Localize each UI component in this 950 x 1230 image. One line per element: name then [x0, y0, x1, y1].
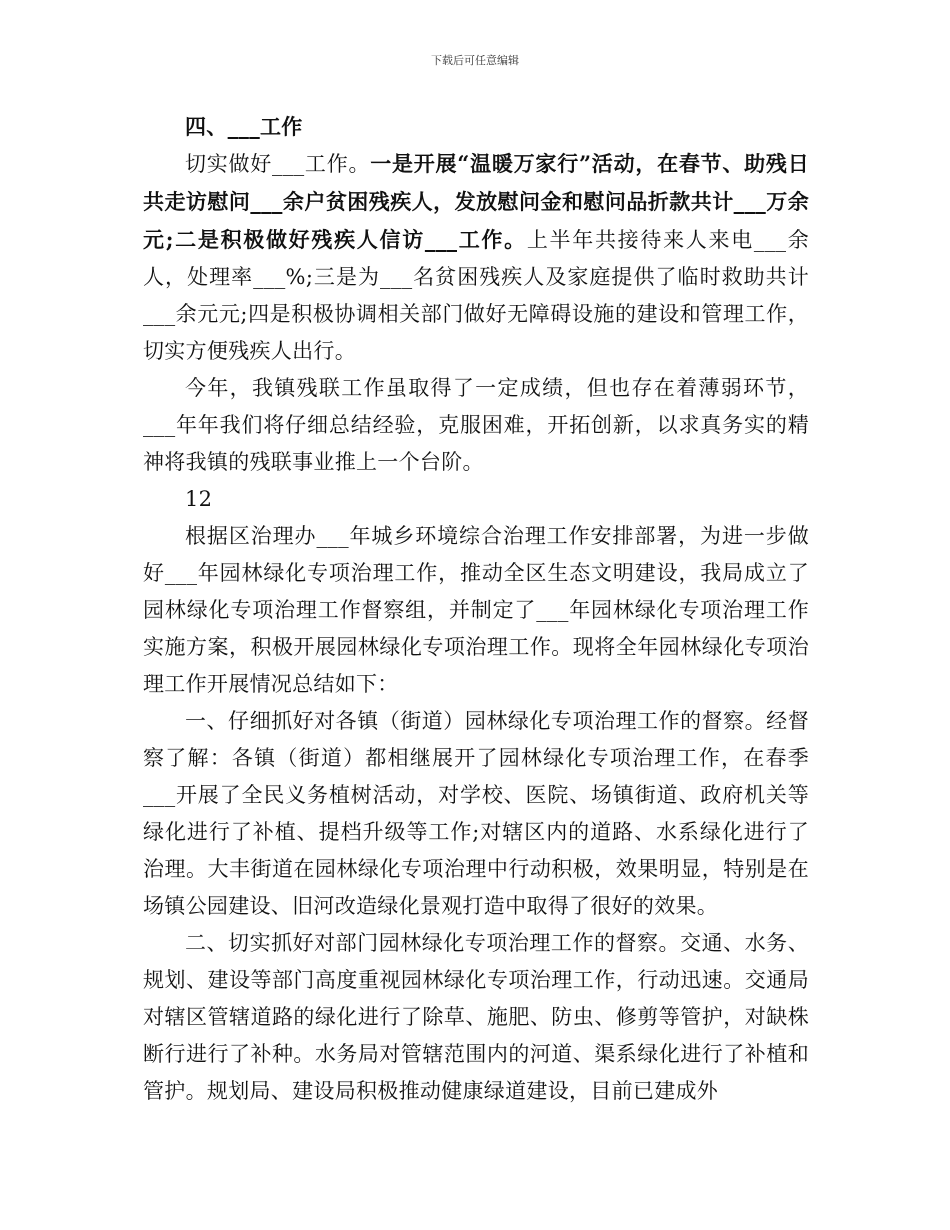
paragraph-item-2: 二、切实抓好对部门园林绿化专项治理工作的督察。交通、水务、规划、建设等部门高度重视园林绿化专项治理工作，行动迅速。交通局对辖区管辖道路的绿化进行了除草、施肥、防虫、修剪等管护，对缺株断行进行了补种。水务局对管辖范围内的河道、渠系绿化进行了补植和管护。规划局、建设局积极推动健康绿道建设，目前已建成外: [143, 931, 809, 1103]
paragraph-work-summary: [143, 145, 809, 370]
paragraph-text-normal: 上半年共接待来人来电___余人，处理率___%;三是为___名贫困残疾人及家庭提供了临时救助共计___余元元;四是积极协调相关部门做好无障碍设施的建设和管理工作，切实方便残疾人出行。: [143, 228, 809, 363]
page-header: 下载后可任意编辑: [431, 54, 519, 67]
document-body: [143, 108, 809, 1110]
paragraph-intro: 根据区治理办___年城乡环境综合治理工作安排部署，为进一步做好___年园林绿化专项治理工作，推动全区生态文明建设，我局成立了园林绿化专项治理工作督察组，并制定了___年园林绿化专项治理工作实施方案，积极开展园林绿化专项治理工作。现将全年园林绿化专项治理工作开展情况总结如下：: [143, 524, 809, 696]
paragraph-conclusion: 今年，我镇残联工作虽取得了一定成绩，但也存在着薄弱环节，___年年我们将仔细总结经验，克服困难，开拓创新，以求真务实的精神将我镇的残联事业推上一个台阶。: [143, 376, 809, 474]
section-number: 12: [185, 487, 213, 511]
section-heading: 四、___工作: [185, 114, 303, 139]
paragraph-text-bold: 一是开展“温暖万家行”活动，在春节、助残日共走访慰问___余户贫困残疾人，发放慰问金和慰问品折款共计___万余元;二是积极做好残疾人信访___工作。: [143, 151, 809, 252]
paragraph-text-normal: 切实做好___工作。: [185, 152, 371, 176]
paragraph-item-1: 一、仔细抓好对各镇（街道）园林绿化专项治理工作的督察。经督察了解：各镇（街道）都相继展开了园林绿化专项治理工作，在春季___开展了全民义务植树活动，对学校、医院、场镇街道、政府机关等绿化进行了补植、提档升级等工作;对辖区内的道路、水系绿化进行了治理。大丰街道在园林绿化专项治理中行动积极，效果明显，特别是在场镇公园建设、旧河改造绿化景观打造中取得了很好的效果。: [143, 709, 809, 918]
